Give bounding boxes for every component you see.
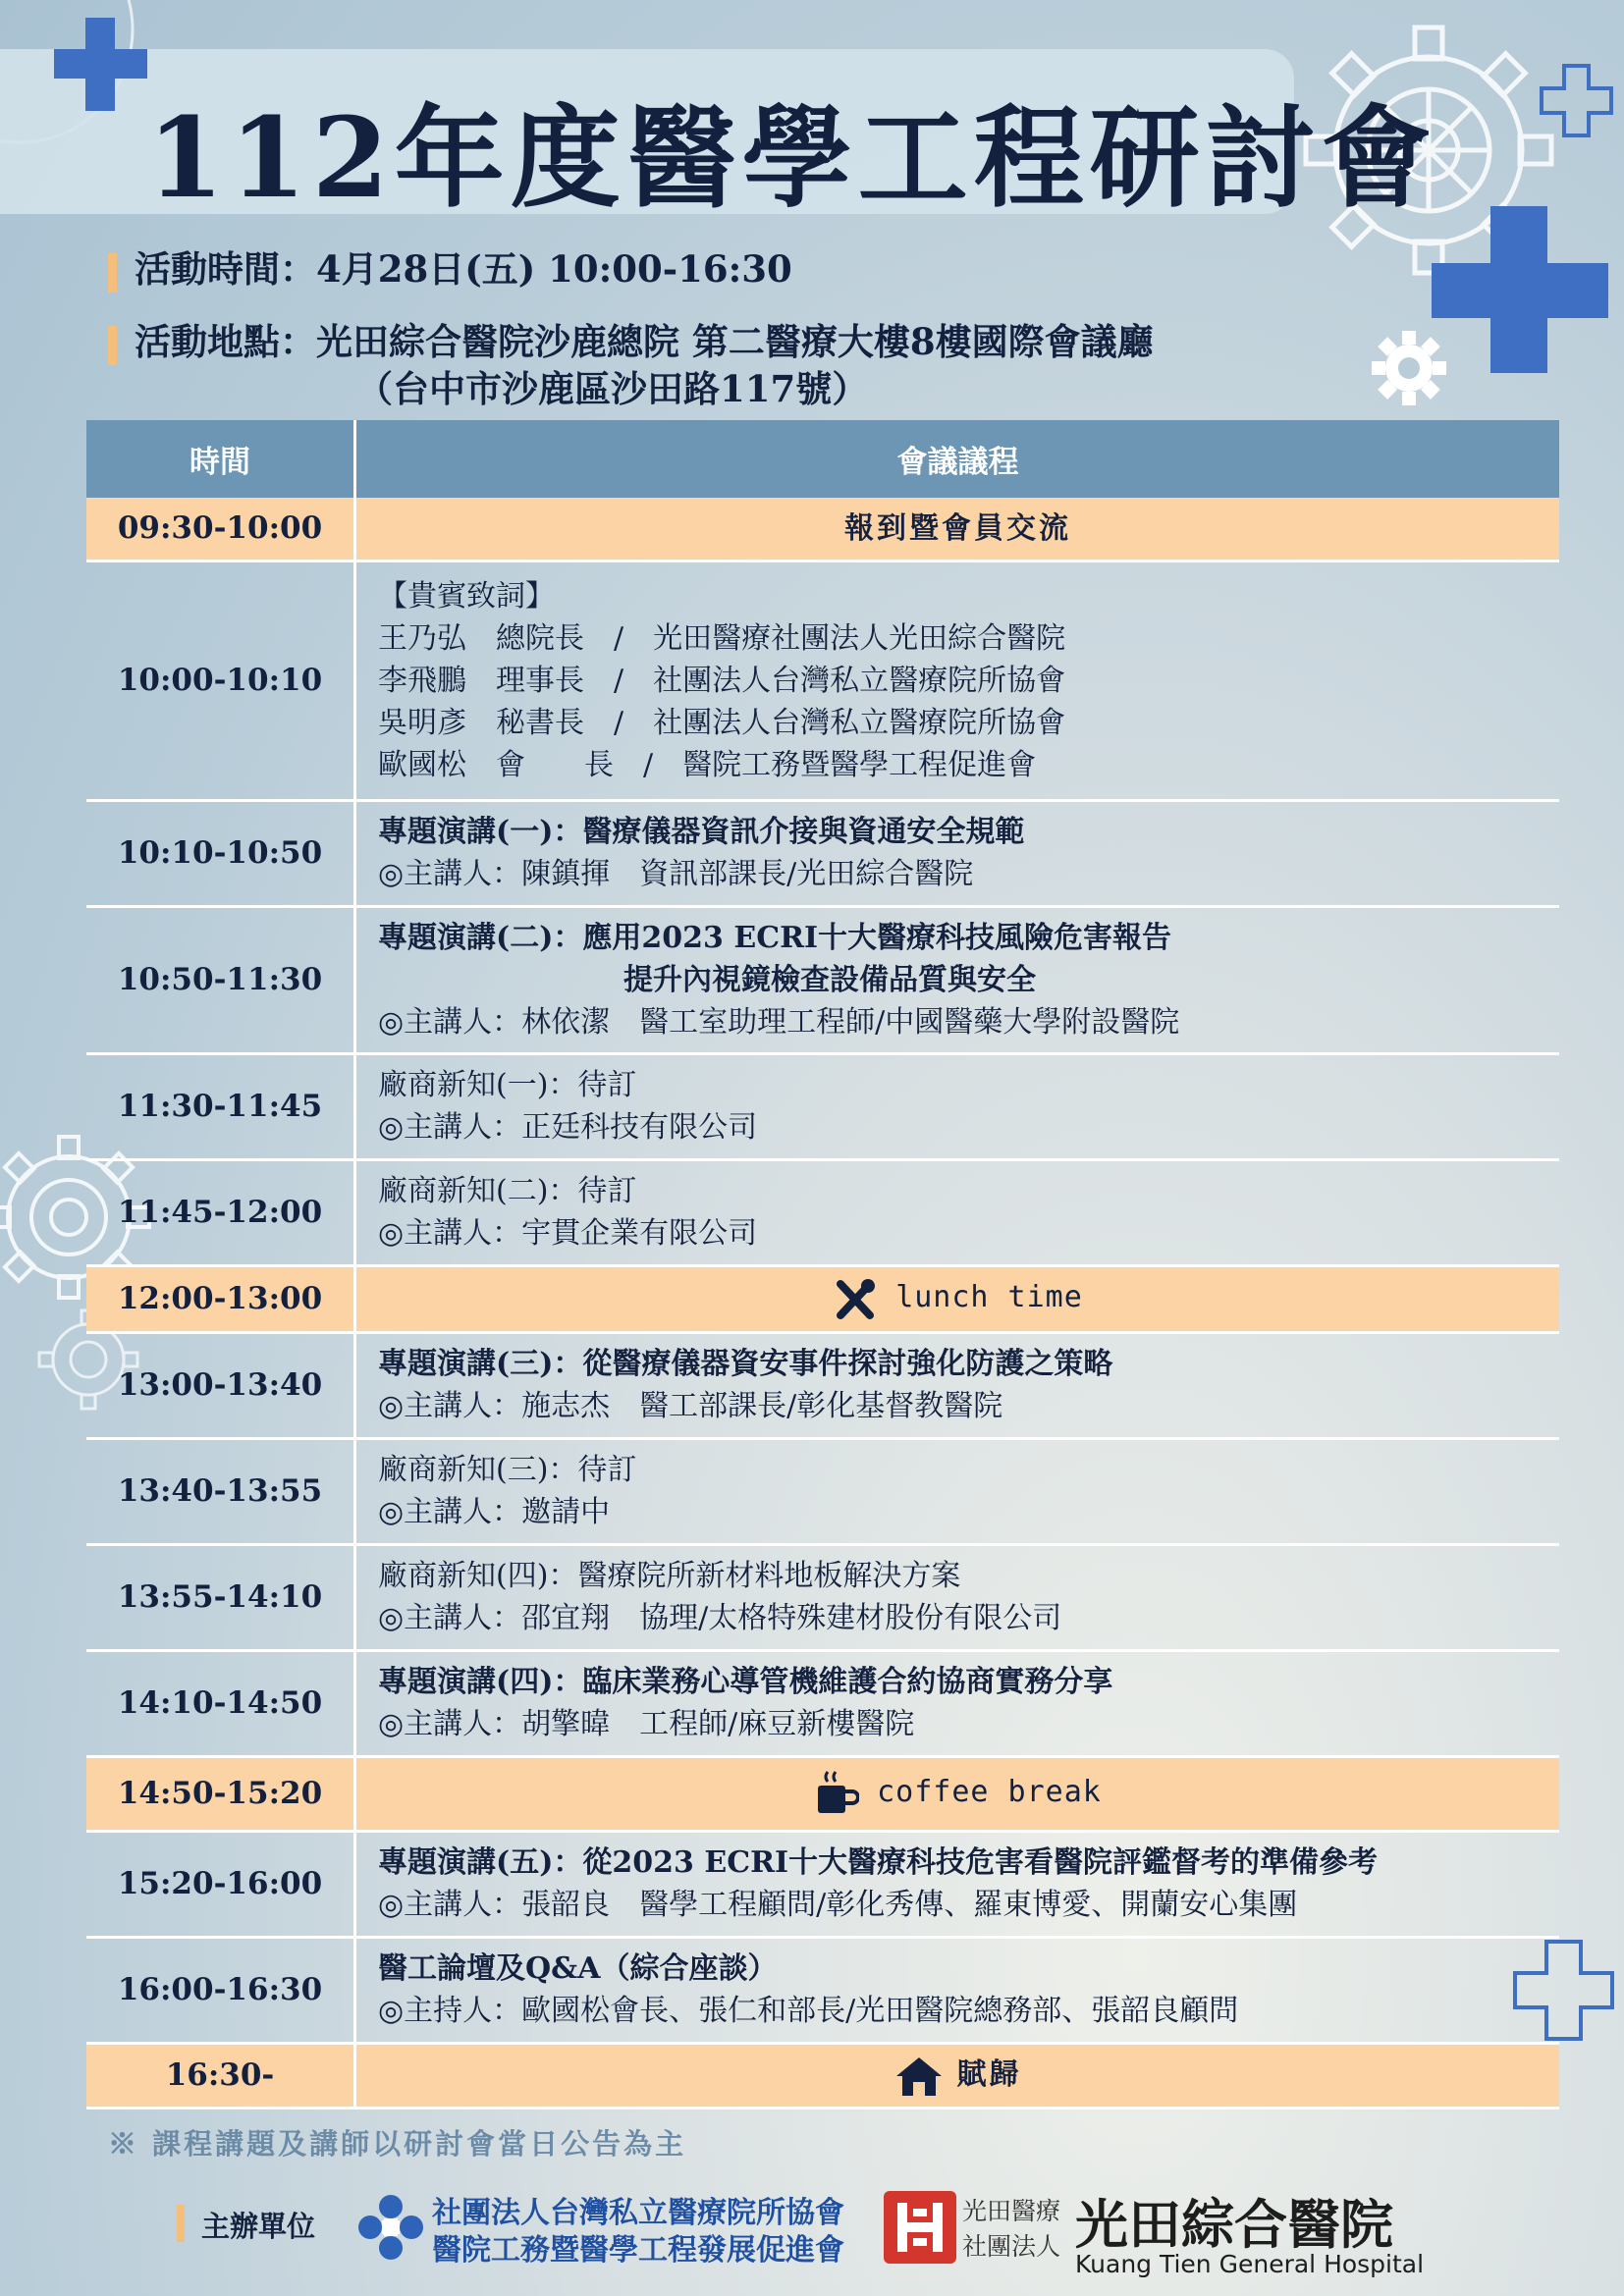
table-row xyxy=(86,1831,1559,1937)
row-line: 【貴賓致詞】 xyxy=(378,578,555,614)
row-line: ◎主持人：歐國松會長、張仁和部長/光田醫院總務部、張韶良顧問 xyxy=(378,1994,1239,2028)
row-content xyxy=(355,1650,1560,1756)
row-content xyxy=(355,561,1560,800)
row-content xyxy=(355,1937,1560,2043)
table-row xyxy=(86,1544,1559,1650)
table-row xyxy=(86,1650,1559,1756)
coffee-cup-icon xyxy=(814,1770,859,1817)
header-agenda: 會議議程 xyxy=(355,420,1560,498)
organizer-1-line2: 醫院工務暨醫學工程發展促進會 xyxy=(432,2233,844,2268)
row-line: ◎主講人：宇貫企業有限公司 xyxy=(378,1216,758,1251)
row-line: ◎主講人：正廷科技有限公司 xyxy=(378,1110,758,1145)
organizer-label: 主辦單位 xyxy=(201,2210,316,2243)
hospital-small-line1: 光田醫療 xyxy=(962,2197,1061,2225)
gear-icon xyxy=(1370,329,1448,407)
row-line: 廠商新知(三)：待訂 xyxy=(378,1453,637,1487)
row-line: 吳明彥 秘書長 / 社團法人台灣私立醫療院所協會 xyxy=(378,705,1066,740)
row-content xyxy=(355,906,1560,1053)
row-time: 13:00-13:40 xyxy=(86,1332,355,1438)
row-content xyxy=(355,1831,1560,1937)
row-line: ◎主講人：施志杰 醫工部課長/彰化基督教醫院 xyxy=(378,1389,1003,1423)
hospital-english-name: Kuang Tien General Hospital xyxy=(1075,2250,1425,2278)
row-line: 專題演講(一)：醫療儀器資訊介接與資通安全規範 xyxy=(378,815,1025,849)
organizer-1-line1: 社團法人台灣私立醫療院所協會 xyxy=(432,2196,844,2230)
accent-bar xyxy=(108,326,117,365)
row-line: ◎主講人：胡擎暐 工程師/麻豆新樓醫院 xyxy=(378,1707,915,1741)
event-location-text: 活動地點：光田綜合醫院沙鹿總院 第二醫療大樓8樓國際會議廳 xyxy=(135,320,1154,363)
hospital-small-text xyxy=(962,2194,1060,2265)
row-line: 專題演講(四)：臨床業務心導管機維護合約協商實務分享 xyxy=(378,1665,1113,1699)
row-content xyxy=(355,1438,1560,1544)
row-line: coffee break xyxy=(877,1775,1102,1809)
event-time-text: 活動時間：4月28日(五) 10:00-16:30 xyxy=(135,247,792,291)
association-logo-icon xyxy=(356,2193,425,2262)
table-row xyxy=(86,1756,1559,1831)
hospital-logo-icon xyxy=(884,2191,956,2264)
row-time: 13:55-14:10 xyxy=(86,1544,355,1650)
row-time: 10:50-11:30 xyxy=(86,906,355,1053)
table-row xyxy=(86,1265,1559,1332)
row-line: ◎主講人：林依潔 醫工室助理工程師/中國醫藥大學附設醫院 xyxy=(378,1004,1180,1040)
row-line: lunch time xyxy=(895,1280,1083,1314)
row-line: 歐國松 會 長 / 醫院工務暨醫學工程促進會 xyxy=(378,747,1037,782)
row-time: 13:40-13:55 xyxy=(86,1438,355,1544)
page-title: 112年度醫學工程研討會 xyxy=(147,94,1437,223)
row-line: 李飛鵬 理事長 / 社團法人台灣私立醫療院所協會 xyxy=(378,663,1066,698)
row-line: 廠商新知(一)：待訂 xyxy=(378,1068,637,1102)
hospital-name: 光田綜合醫院 xyxy=(1075,2194,1393,2256)
accent-bar xyxy=(177,2205,185,2242)
row-time: 11:45-12:00 xyxy=(86,1159,355,1265)
header-time: 時間 xyxy=(86,420,355,498)
row-line: ◎主講人：陳鎮揮 資訊部課長/光田綜合醫院 xyxy=(378,857,974,891)
row-time: 10:00-10:10 xyxy=(86,561,355,800)
row-line: ◎主講人：邀請中 xyxy=(378,1495,611,1529)
row-line: 提升內視鏡檢查設備品質與安全 xyxy=(623,962,1036,997)
table-row xyxy=(86,2043,1559,2108)
table-row xyxy=(86,800,1559,906)
plus-icon xyxy=(1432,206,1608,373)
row-line: 專題演講(二)：應用2023 ECRI十大醫療科技風險危害報告 xyxy=(378,920,1172,955)
event-location xyxy=(108,312,1154,365)
table-row xyxy=(86,1053,1559,1159)
organizer-1 xyxy=(432,2195,844,2269)
table-header-row xyxy=(86,420,1559,498)
row-time: 14:10-14:50 xyxy=(86,1650,355,1756)
row-time: 11:30-11:45 xyxy=(86,1053,355,1159)
row-line: 醫工論壇及Q&A（綜合座談） xyxy=(378,1951,778,1986)
utensils-icon xyxy=(833,1276,878,1321)
row-time: 12:00-13:00 xyxy=(86,1265,355,1332)
table-row xyxy=(86,561,1559,800)
row-time: 09:30-10:00 xyxy=(86,498,355,561)
row-line: 王乃弘 總院長 / 光田醫療社團法人光田綜合醫院 xyxy=(378,620,1066,656)
row-time: 14:50-15:20 xyxy=(86,1756,355,1831)
table-row xyxy=(86,906,1559,1053)
row-line: 廠商新知(四)：醫療院所新材料地板解決方案 xyxy=(378,1559,961,1593)
home-icon xyxy=(894,2055,944,2098)
table-row xyxy=(86,1438,1559,1544)
row-line: 專題演講(五)：從2023 ECRI十大醫療科技危害看醫院評鑑督考的準備參考 xyxy=(378,1845,1379,1880)
row-line: 廠商新知(二)：待訂 xyxy=(378,1174,637,1208)
table-row xyxy=(86,1332,1559,1438)
event-time xyxy=(108,240,792,293)
plus-icon xyxy=(54,18,147,111)
row-content xyxy=(355,498,1560,561)
row-content xyxy=(355,1265,1560,1332)
row-content xyxy=(355,1053,1560,1159)
table-row xyxy=(86,498,1559,561)
table-row xyxy=(86,1159,1559,1265)
footnote: ※ 課程講題及講師以研討會當日公告為主 xyxy=(108,2127,687,2161)
row-content xyxy=(355,1159,1560,1265)
event-address: （台中市沙鹿區沙田路117號） xyxy=(356,367,869,410)
row-line: 報到暨會員交流 xyxy=(844,510,1071,546)
row-time: 16:30- xyxy=(86,2043,355,2108)
row-content xyxy=(355,800,1560,906)
row-content xyxy=(355,1756,1560,1831)
row-content xyxy=(355,1544,1560,1650)
row-line: ◎主講人：張韶良 醫學工程顧問/彰化秀傳、羅東博愛、開蘭安心集團 xyxy=(378,1888,1298,1922)
table-row xyxy=(86,1937,1559,2043)
row-content xyxy=(355,1332,1560,1438)
row-content xyxy=(355,2043,1560,2108)
row-line: 賦歸 xyxy=(956,2056,1022,2092)
hospital-small-line2: 社團法人 xyxy=(962,2232,1061,2261)
row-time: 15:20-16:00 xyxy=(86,1831,355,1937)
row-time: 16:00-16:30 xyxy=(86,1937,355,2043)
plus-outline-icon xyxy=(1540,64,1613,137)
agenda-table xyxy=(86,420,1559,2109)
accent-bar xyxy=(108,253,117,293)
row-time: 10:10-10:50 xyxy=(86,800,355,906)
row-line: ◎主講人：邵宜翔 協理/太格特殊建材股份有限公司 xyxy=(378,1601,1062,1635)
row-line: 專題演講(三)：從醫療儀器資安事件探討強化防護之策略 xyxy=(378,1347,1113,1381)
